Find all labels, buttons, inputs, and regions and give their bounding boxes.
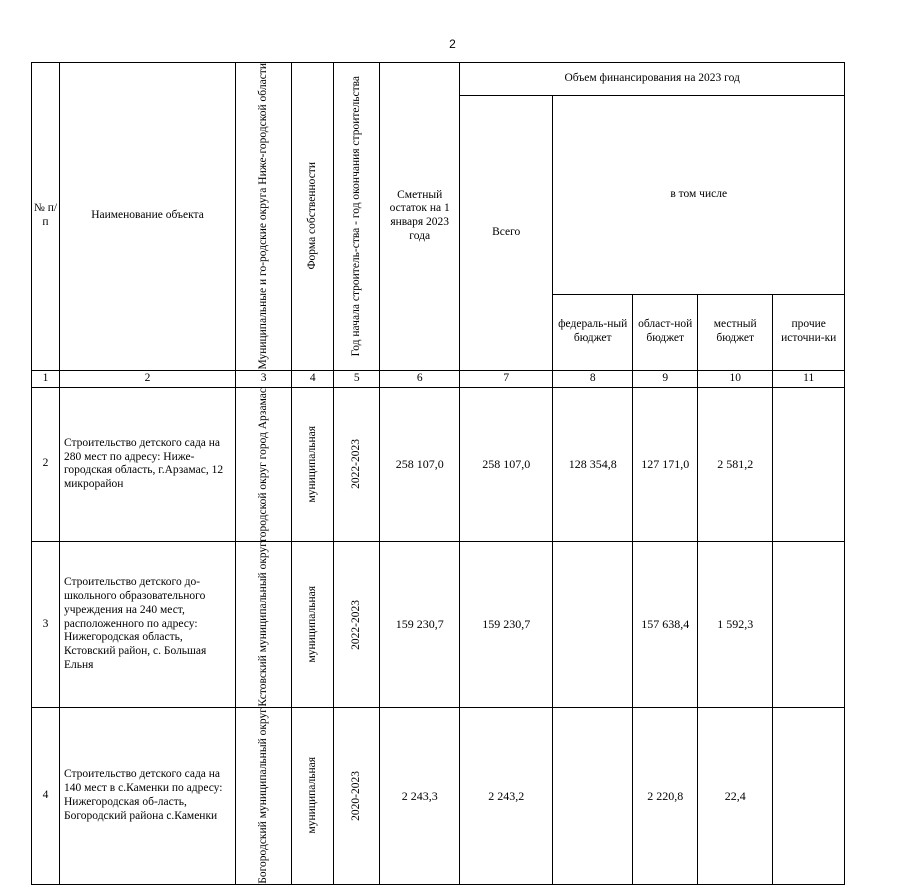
federal-cell (553, 707, 633, 884)
column-number: 11 (773, 370, 845, 387)
column-number: 3 (236, 370, 292, 387)
other-cell (773, 707, 845, 884)
total-cell: 258 107,0 (460, 387, 553, 542)
years-cell: 2022-2023 (334, 542, 380, 708)
federal-cell: 128 354,8 (553, 387, 633, 542)
local-cell: 2 581,2 (698, 387, 773, 542)
header-name: Наименование объекта (60, 63, 236, 371)
regional-cell: 157 638,4 (633, 542, 698, 708)
header-regional: област-ной бюджет (633, 294, 698, 370)
row-no: 4 (32, 707, 60, 884)
funding-table (31, 62, 845, 885)
estimate-cell: 159 230,7 (380, 542, 460, 708)
column-number: 9 (633, 370, 698, 387)
column-number: 1 (32, 370, 60, 387)
ownership-cell: муниципальная (292, 387, 334, 542)
ownership-cell: муниципальная (292, 542, 334, 708)
other-cell (773, 387, 845, 542)
header-total: Всего (460, 96, 553, 371)
column-number: 10 (698, 370, 773, 387)
header-federal: федераль-ный бюджет (553, 294, 633, 370)
header-ownership: Форма собственности (292, 63, 334, 371)
municipality-cell: Богородский муниципальный округ (236, 707, 292, 884)
column-number: 6 (380, 370, 460, 387)
object-name: Строительство детского сада на 280 мест по адресу: Ниже-городская область, г.Арзамас, 12 микрорайон (60, 387, 236, 542)
municipality-cell: Кстовский муниципальный округ (236, 542, 292, 708)
page-number: 2 (449, 37, 456, 51)
header-estimate: Сметный остаток на 1 января 2023 года (380, 63, 460, 371)
years-cell: 2022-2023 (334, 387, 380, 542)
ownership-cell: муниципальная (292, 707, 334, 884)
header-funding: Объем финансирования на 2023 год (460, 63, 845, 96)
column-number: 2 (60, 370, 236, 387)
header-no: № п/ п (32, 63, 60, 371)
municipality-cell: городской округ город Арзамас (236, 387, 292, 542)
total-cell: 2 243,2 (460, 707, 553, 884)
estimate-cell: 2 243,3 (380, 707, 460, 884)
local-cell: 22,4 (698, 707, 773, 884)
header-municipality: Муниципальные и го-родские округа Ниже-городской области (236, 63, 292, 371)
estimate-cell: 258 107,0 (380, 387, 460, 542)
header-local: местный бюджет (698, 294, 773, 370)
federal-cell (553, 542, 633, 708)
regional-cell: 2 220,8 (633, 707, 698, 884)
header-other: прочие источни-ки (773, 294, 845, 370)
column-number: 7 (460, 370, 553, 387)
row-no: 2 (32, 387, 60, 542)
header-including: в том числе (553, 96, 845, 295)
table-row (32, 707, 845, 884)
column-number: 5 (334, 370, 380, 387)
row-no: 3 (32, 542, 60, 708)
total-cell: 159 230,7 (460, 542, 553, 708)
object-name: Строительство детского до-школьного образовательного учреждения на 240 мест, расположенного по адресу: Нижегородская область, Кстовский район, с. Большая Ельня (60, 542, 236, 708)
column-number-row (32, 370, 845, 387)
table-row (32, 542, 845, 708)
local-cell: 1 592,3 (698, 542, 773, 708)
column-number: 4 (292, 370, 334, 387)
object-name: Строительство детского сада на 140 мест в с.Каменки по адресу: Нижегородская об-ласть, Богородский района с.Каменки (60, 707, 236, 884)
column-number: 8 (553, 370, 633, 387)
table-row (32, 387, 845, 542)
regional-cell: 127 171,0 (633, 387, 698, 542)
other-cell (773, 542, 845, 708)
header-years: Год начала строитель-ства - год окончания строительства (334, 63, 380, 371)
years-cell: 2020-2023 (334, 707, 380, 884)
